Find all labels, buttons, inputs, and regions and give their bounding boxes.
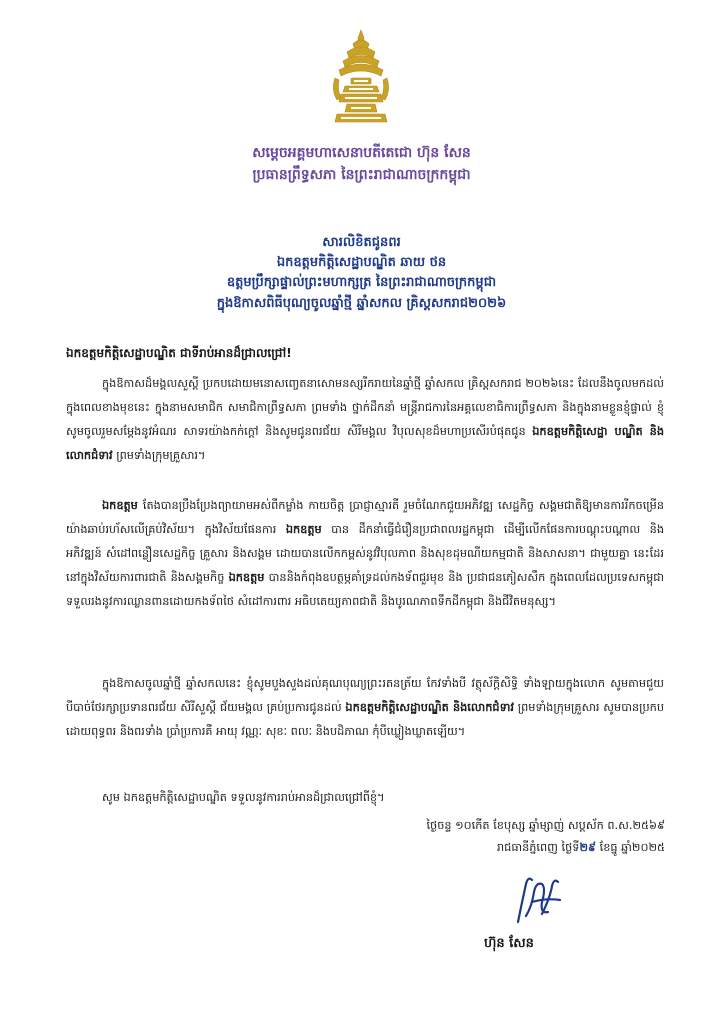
paragraph-2-bold-b: ឯកឧត្តម [285, 523, 322, 536]
paragraph-2-bold-a: ឯកឧត្តម [102, 499, 138, 512]
senate-emblem-icon [327, 28, 395, 128]
recipient-name: ឯកឧត្តមកិត្តិសេដ្ឋាបណ្ឌិត ឆាយ ថន [276, 255, 447, 270]
paragraph-2-text-a: តែងបានប្រឹងប្រែងព្យាយាមអស់ពីកម្លាំង កាយចិត្ត ប្រាជ្ញាស្មារតី រួមចំណែកជួយអភិវឌ្ឍ សេដ្ឋកិច្ច សង្គមជាតិឱ្យមានការរីកចម្រើនយ៉ាងឆាប់រហ័សលើគ្រប់វិស័យ។ ក្នុងវិស័យផែនការ [66, 499, 664, 536]
place-date-suffix: ខែធ្នូ ឆ្នាំ២០២៥ [596, 841, 665, 854]
paragraph-2 [66, 494, 664, 614]
paragraph-2-bold-c: ឯកឧត្តម [228, 571, 265, 584]
paragraph-3 [66, 672, 664, 744]
occasion-line: ក្នុងឱកាសពិធីបុណ្យចូលឆ្នាំថ្មី ឆ្នាំសកល គ្រិស្តសករាជ២០២៦ [216, 296, 507, 311]
paragraph-2-text-b: បាន ដឹកនាំធ្វើជំរឿនប្រជាពលរដ្ឋកម្ពុជា ដើម្បីលើកផែនការបណ្តុះបណ្តាល និងអភិវឌ្ឍន៍ សំដៅពន្លឿនសេដ្ឋកិច្ច គ្រួសារ និងសង្គម ដោយបានលើកកម្ពស់នូវវិបុលភាព និងសុខដុមណីយកម្មជាតិ និងសាសនា។ ជាមួយគ្នា នេះដែរ នៅក្នុងវិស័យការពារជាតិ និងសង្គមកិច្ច [66, 523, 664, 584]
date-day: ២៩ [579, 841, 597, 854]
paragraph-2-text-c: បាននិងកំពុងឧបត្ថម្ភគាំទ្រដល់កងទ័ពជួរមុខ និង ប្រជាជនភៀសសឹក ក្នុងពេលដែលប្រទេសកម្ពុជាទទួលរងនូវការឈ្លានពានដោយកងទ័ពថៃ សំដៅការពារ អធិបតេយ្យភាពជាតិ និងបូរណភាពទឹកដីកម្ពុជា និងជីវិតមនុស្ស។ [66, 571, 664, 608]
paragraph-3-text-a: ក្នុងឱកាសចូលឆ្នាំថ្មី ឆ្នាំសកលនេះ ខ្ញុំសូមបួងសួងដល់គុណបុណ្យព្រះរតនត្រ័យ កែវទាំងបី វត្ថុស័ក្តិសិទ្ធិ ទាំងឡាយក្នុងលោក សូមតាមជួយបីបាច់ថែរក្សាប្រទានពរជ័យ សិរីសួស្តី ជ័យមង្គល គ្រប់ប្រការជូនដល់ [66, 677, 664, 714]
salutation: ឯកឧត្តមកិត្តិសេដ្ឋាបណ្ឌិត ជាទីរាប់អានដ៏ជ្រាលជ្រៅ! [66, 346, 292, 360]
place-date-prefix: រាជធានីភ្នំពេញ ថ្ងៃទី [496, 841, 580, 854]
lunar-date: ថ្ងៃចន្ទ ១០កើត ខែបុស្ស ឆ្នាំម្សាញ់ សប្តស័ក ព.ស.២៥៦៩ [426, 819, 665, 832]
signature-icon [512, 872, 568, 926]
signatory-name: ហ៊ុន សែន [484, 936, 534, 951]
place-date [497, 840, 665, 857]
recipient-position: ឧត្តមប្រឹក្សាផ្ទាល់ព្រះមហាក្សត្រ នៃព្រះរាជាណាចក្រកម្ពុជា [226, 275, 497, 290]
paragraph-1-text-b: ព្រមទាំងក្រុមគ្រួសារ។ [112, 449, 206, 462]
header-name: សម្តេចអគ្គមហាសេនាបតីតេជោ ហ៊ុន សែន [252, 145, 471, 161]
paragraph-3-bold-a: ឯកឧត្តមកិត្តិសេដ្ឋាបណ្ឌិត និងលោកជំទាវ [345, 701, 514, 714]
header-position: ប្រធានព្រឹទ្ធសភា នៃព្រះរាជាណាចក្រកម្ពុជា [252, 167, 471, 183]
letter-title: សារលិខិតជូនពរ [322, 235, 401, 250]
closing-line: សូម ឯកឧត្តមកិត្តិសេដ្ឋាបណ្ឌិត ទទួលនូវការរាប់អានដ៏ជ្រាលជ្រៅពីខ្ញុំ។ [102, 791, 385, 804]
paragraph-3-text-b: ព្រមទាំងក្រុមគ្រួសារ សូមបានប្រកបដោយពុទ្ធពរ និងពរទាំង ប្រាំប្រការគឺ អាយុ វណ្ណៈ សុខៈ ពលៈ និងបដិភាណ កុំបីឃ្លៀងឃ្លាតឡើយ។ [66, 701, 665, 738]
paragraph-1 [66, 372, 664, 468]
paragraph-1-text-a: ក្នុងឱកាសដ៏មង្គលសួស្តី ប្រកបដោយមនោសញ្ចេតនាសោមនស្សរីករាយនៃឆ្នាំថ្មី ឆ្នាំសកល គ្រិស្តសករាជ ២០២៦នេះ ដែលនឹងចូលមកដល់ក្នុងពេលខាងមុខនេះ ក្នុងនាមសមាជិក សមាជិកាព្រឹទ្ធសភា ព្រមទាំង ថ្នាក់ដឹកនាំ មន្ត្រីរាជការនៃអគ្គលេខាធិការព្រឹទ្ធសភា និងក្នុងនាមខ្លួនខ្ញុំផ្ទាល់ ខ្ញុំសូមចូលរួមសម្តែងនូវអំណរ សាទរយ៉ាងកក់ក្តៅ និងសូមជូនពរជ័យ សិរីមង្គល វិបុលសុខដ៏មហាប្រសើរបំផុតជូន [66, 377, 664, 438]
paragraph-1-bold-a: ឯកឧត្តមកិត្តិសេដ្ឋា បណ្ឌិត និងលោកជំទាវ [66, 425, 664, 462]
